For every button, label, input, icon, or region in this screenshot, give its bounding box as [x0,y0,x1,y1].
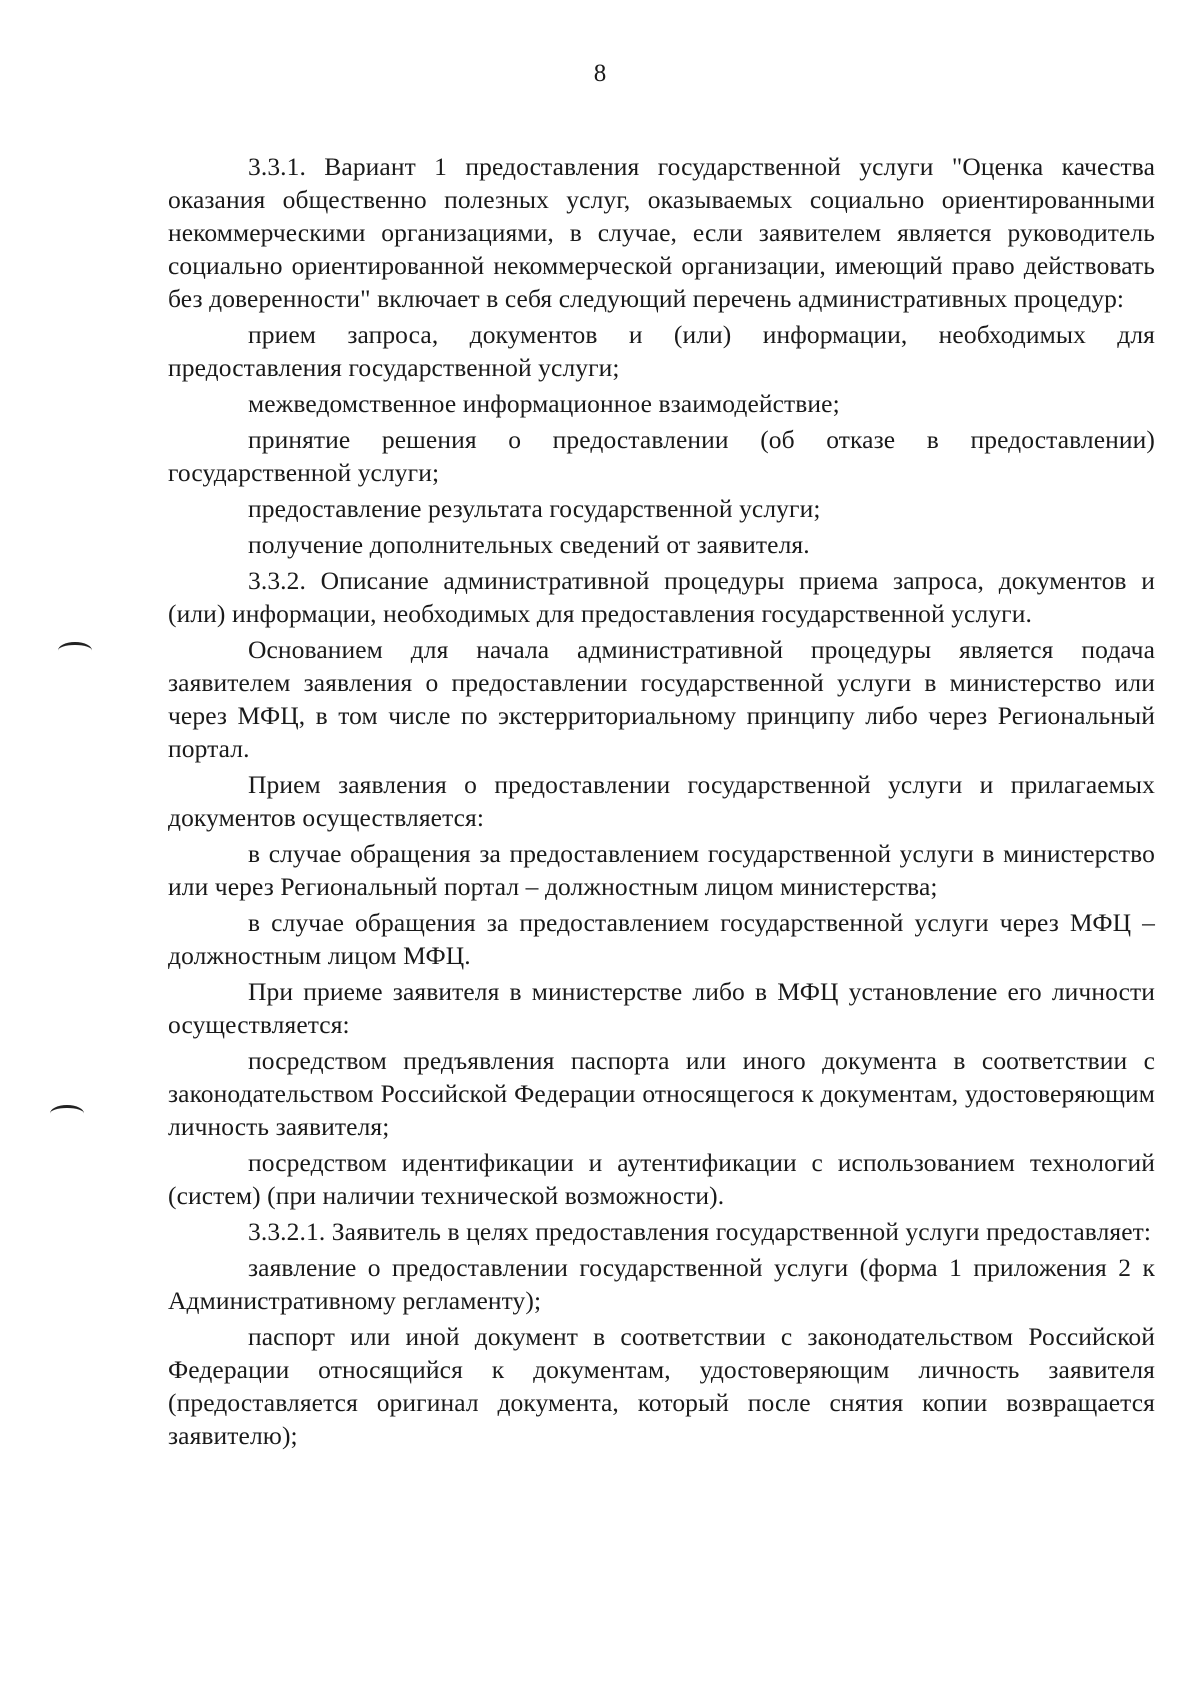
document-body [168,150,1155,1455]
paragraph: Основанием для начала административной процедуры является подача заявителем заявления о предоставлении государственной услуги в министерство или через МФЦ, в том числе по экстерриториальному принципу либо через Региональный портал. [168,635,1155,763]
list-item-procedure: принятие решения о предоставлении (об отказе в предоставлении) государственной услуги; [168,425,1155,487]
paragraph: Прием заявления о предоставлении государственной услуги и прилагаемых документов осуществляется: [168,770,1155,832]
paragraph-3-3-2: 3.3.2. Описание административной процедуры приема запроса, документов и (или) информации, необходимых для предоставления государственной услуги. [168,566,1155,628]
list-item-procedure: получение дополнительных сведений от заявителя. [248,530,810,559]
list-item: в случае обращения за предоставлением государственной услуги через МФЦ – должностным лицом МФЦ. [168,908,1155,970]
list-item: паспорт или иной документ в соответствии с законодательством Российской Федерации относящийся к документам, удостоверяющим личность заявителя (предоставляется оригинал документа, который после снятия копии возвращается заявителю); [168,1322,1155,1450]
paragraph-3-3-1: 3.3.1. Вариант 1 предоставления государственной услуги "Оценка качества оказания общественно полезных услуг, оказываемых социально ориентированными некоммерческими организациями, в случае, если заявителем является руководитель социально ориентированной некоммерческой организации, имеющий право действовать без доверенности" включает в себя следующий перечень административных процедур: [168,152,1155,313]
list-item: заявление о предоставлении государственной услуги (форма 1 приложения 2 к Административному регламенту); [168,1253,1155,1315]
binding-mark [50,1105,84,1122]
paragraph-3-3-2-1: 3.3.2.1. Заявитель в целях предоставления государственной услуги предоставляет: [248,1217,1152,1246]
paragraph: При приеме заявителя в министерстве либо в МФЦ установление его личности осуществляется: [168,977,1155,1039]
list-item: в случае обращения за предоставлением государственной услуги в министерство или через Региональный портал – должностным лицом министерства; [168,839,1155,901]
list-item: посредством идентификации и аутентификации с использованием технологий (систем) (при наличии технической возможности). [168,1148,1155,1210]
binding-mark [58,642,92,659]
list-item: посредством предъявления паспорта или иного документа в соответствии с законодательством Российской Федерации относящегося к документам, удостоверяющим личность заявителя; [168,1046,1155,1141]
page-number: 8 [593,60,607,87]
list-item-procedure: межведомственное информационное взаимодействие; [248,389,840,418]
list-item-procedure: предоставление результата государственной услуги; [248,494,821,523]
list-item-procedure: прием запроса, документов и (или) информации, необходимых для предоставления государственной услуги; [168,320,1155,382]
